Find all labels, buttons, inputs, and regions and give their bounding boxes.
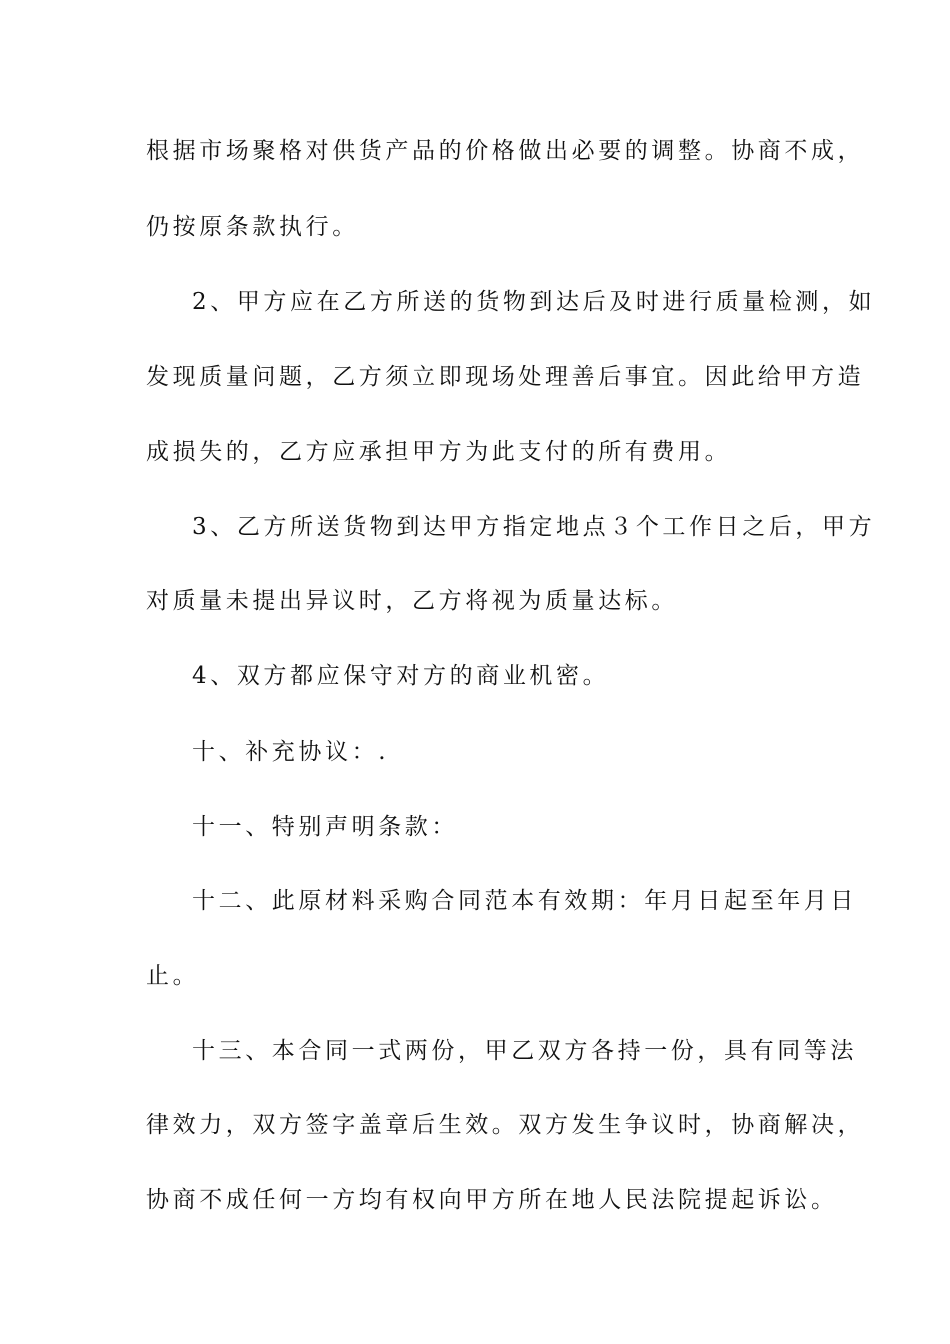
text-line: 3、乙方所送货物到达甲方指定地点３个工作日之后，甲方 bbox=[192, 514, 876, 540]
text-line: 4、双方都应保守对方的商业机密。 bbox=[192, 663, 610, 689]
text-line: 根据市场聚格对供货产品的价格做出必要的调整。协商不成， bbox=[146, 138, 865, 164]
text-line: 十、补充协议：. bbox=[192, 739, 390, 765]
text-line: 2、甲方应在乙方所送的货物到达后及时进行质量检测，如 bbox=[192, 289, 876, 315]
text-line: 十三、本合同一式两份，甲乙双方各持一份，具有同等法 bbox=[192, 1038, 857, 1064]
text-line: 协商不成任何一方均有权向甲方所在地人民法院提起诉讼。 bbox=[146, 1187, 838, 1213]
text-line: 十二、此原材料采购合同范本有效期：年月日起至年月日 bbox=[192, 888, 857, 914]
text-line: 成损失的，乙方应承担甲方为此支付的所有费用。 bbox=[146, 439, 732, 465]
text-line: 仍按原条款执行。 bbox=[146, 214, 359, 240]
text-line: 止。 bbox=[146, 963, 200, 989]
text-line: 律效力，双方签字盖章后生效。双方发生争议时，协商解决， bbox=[146, 1112, 865, 1138]
text-line: 对质量未提出异议时，乙方将视为质量达标。 bbox=[146, 588, 678, 614]
text-line: 发现质量问题，乙方须立即现场处理善后事宜。因此给甲方造 bbox=[146, 364, 865, 390]
text-line: 十一、特别声明条款： bbox=[192, 814, 458, 840]
